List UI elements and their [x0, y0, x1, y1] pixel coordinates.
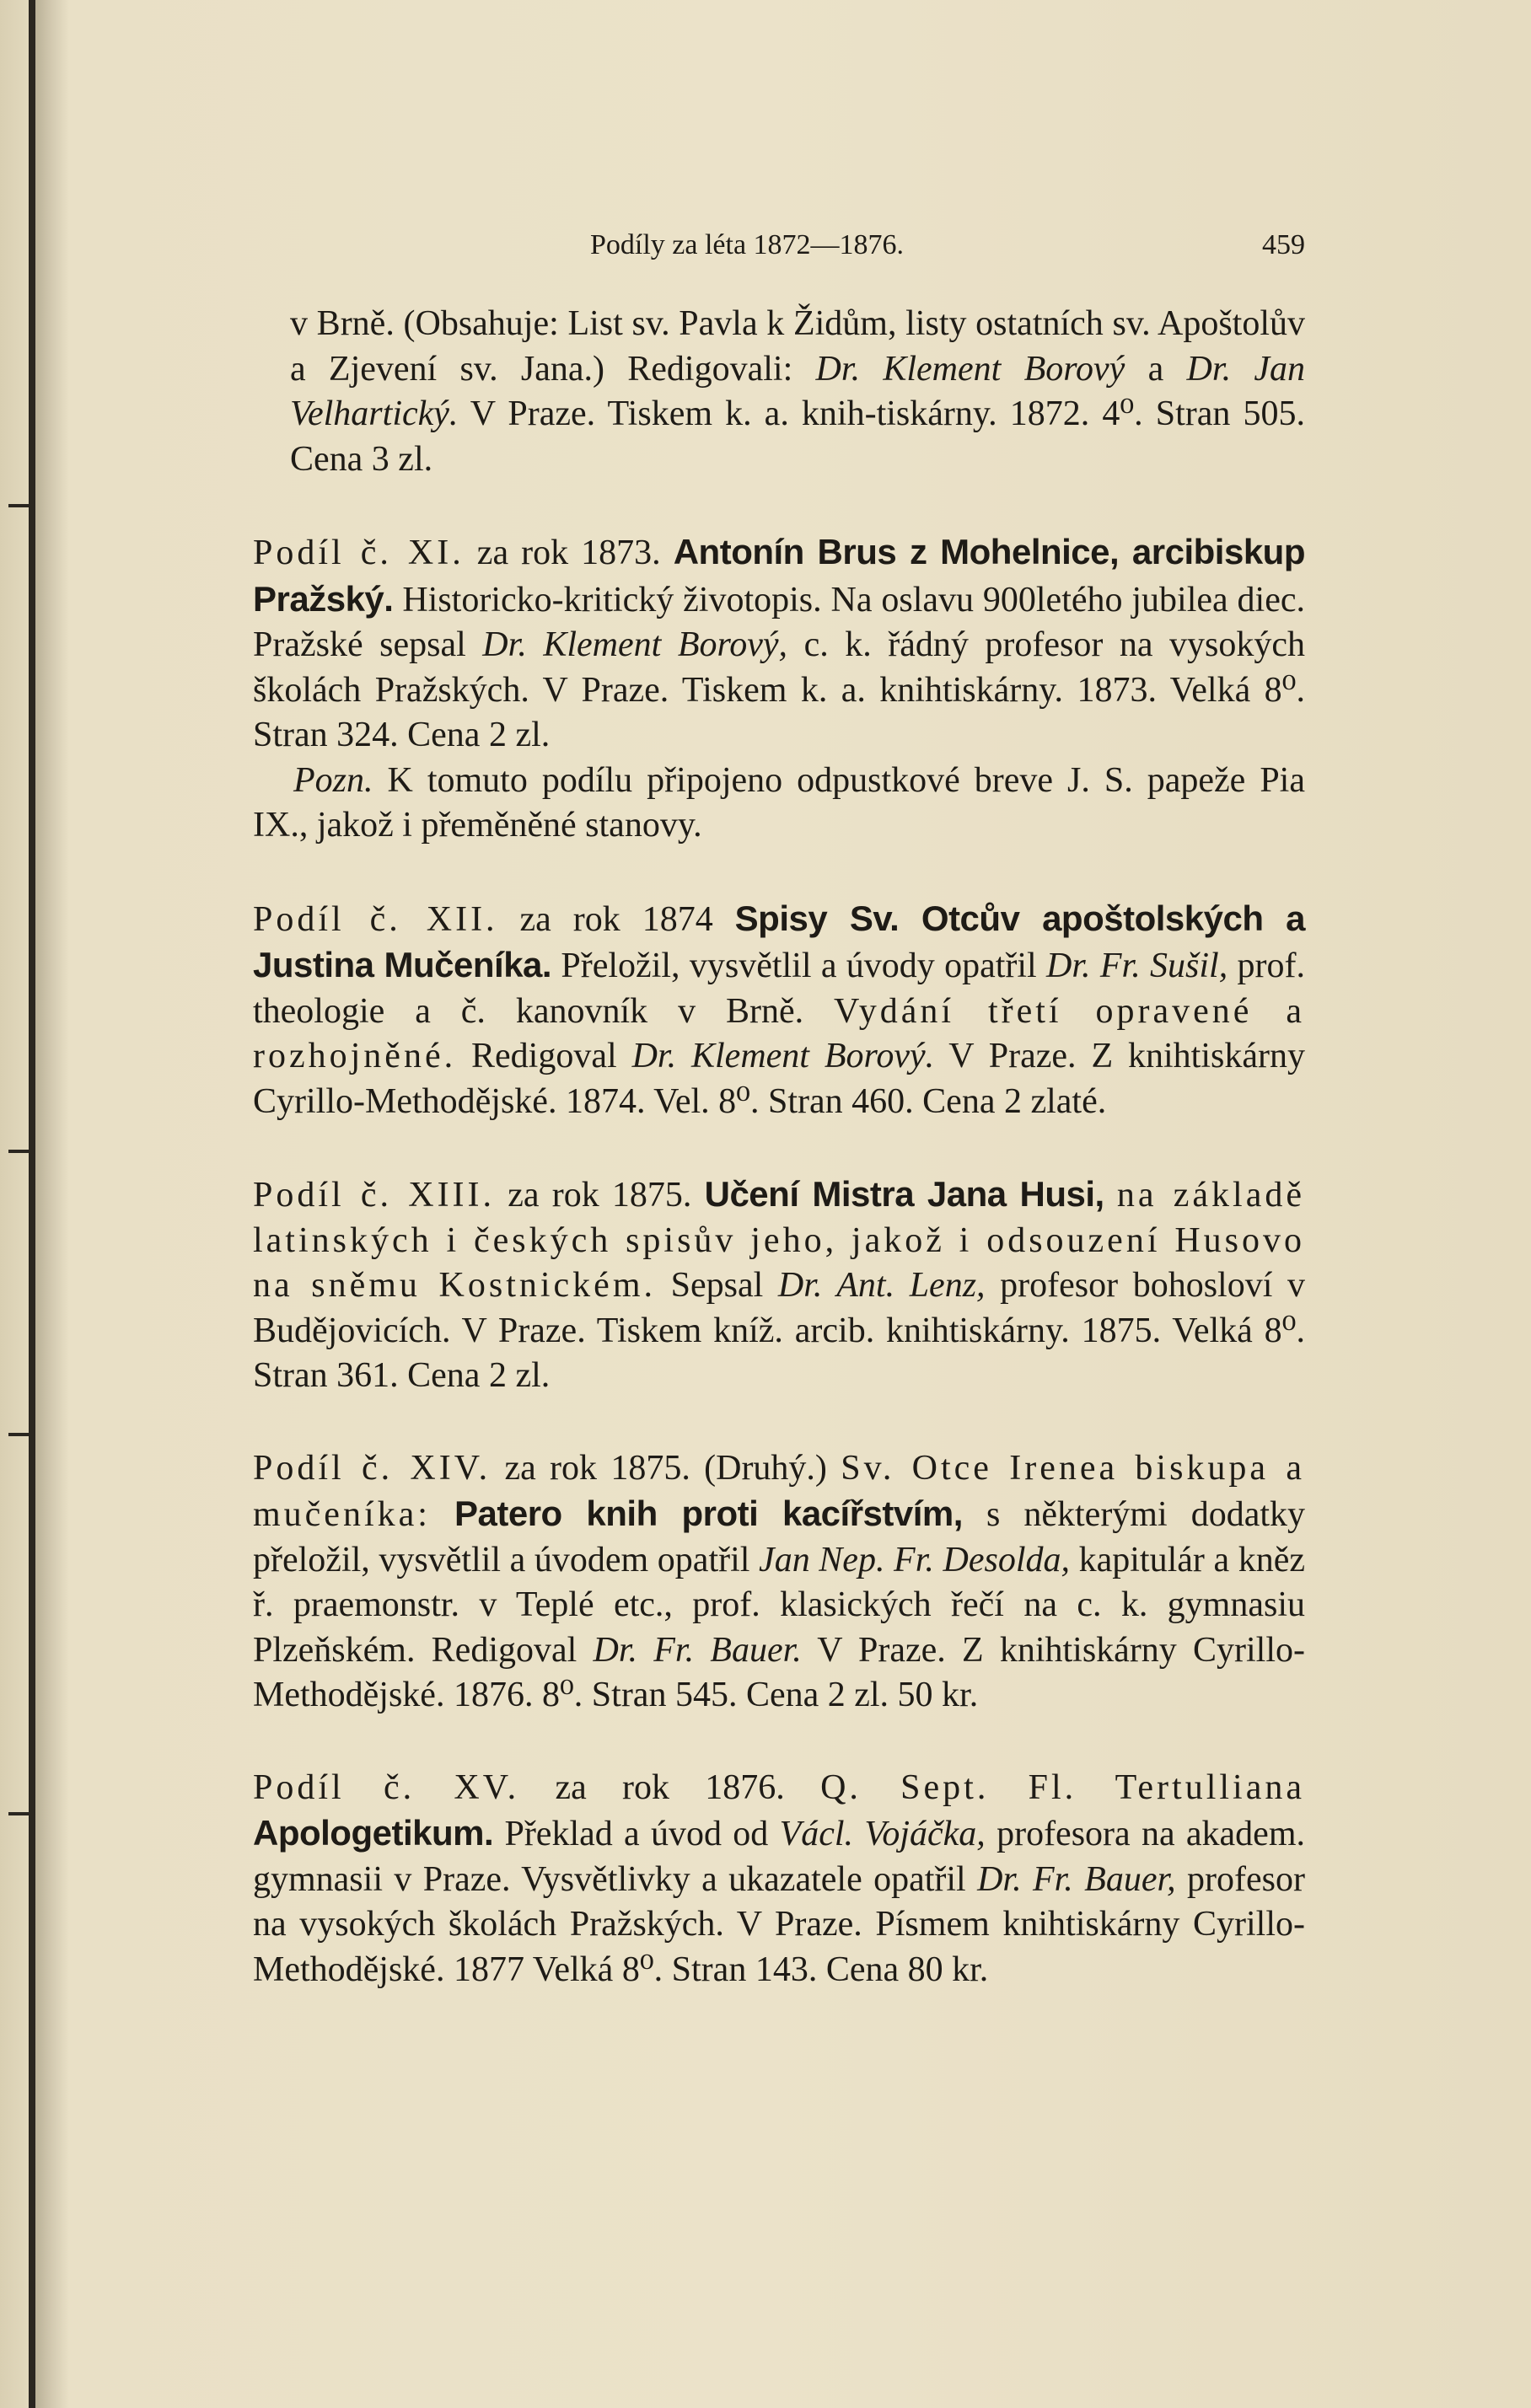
entry-year: za rok 1874 [497, 899, 735, 939]
continuation-line: V Praze. Tiskem k. a. knih-tiskárny. 1872. 4⁰. Stran 505. Cena 3 zl. [290, 394, 1305, 479]
entry-label: Podíl č. XIV. [253, 1448, 492, 1488]
entry-editor: Dr. Fr. Bauer, [977, 1859, 1176, 1899]
entry-author: Václ. Vojáčka, [779, 1815, 986, 1853]
entry-title: Antonín Brus z Mohelnice, arcibiskup Pražský. [253, 532, 1305, 619]
entry-subtitle: Q. Sept. Fl. Tertulliana [820, 1767, 1305, 1807]
continuation-line: sv. Apoštolův a Zjevení sv. Jana.) Redigovali: [290, 304, 1305, 389]
entry-body: V Praze. Z knihtiskárny Cyrillo-Methodějské. 1876. 8⁰. Stran 545. Cena 2 zl. 50 kr. [253, 1630, 1305, 1714]
entry-body [1104, 1176, 1117, 1215]
entry-body: Přeložil, vysvětlil a úvody opatřil [551, 947, 1047, 985]
entry-body: Redigoval [456, 1037, 632, 1075]
entry-author: Dr. Klement Borový, [482, 625, 788, 664]
entry-body: profesor bohosloví v Budějovicích. V Praze. Tiskem kníž. arcib. knihtiskárny. 1875. Velká 8⁰. Stran 361. Cena 2 zl. [253, 1266, 1306, 1395]
entry-title: Apologetikum. [253, 1813, 494, 1853]
page-header [590, 229, 1305, 271]
entry-body: s některými dodatky přeložil, vysvětlil a úvodem opatřil [253, 1495, 1305, 1579]
entry-edition: Vydání třetí opravené a rozhojněné. [253, 991, 1305, 1075]
page-number: 459 [1262, 229, 1305, 260]
continuation-paragraph [253, 302, 1305, 482]
entry-year: za rok 1875. (Druhý.) [491, 1448, 841, 1488]
entry-body: V Praze. Z knihtiskárny Cyrillo-Methodějské. 1874. Vel. 8⁰. Stran 460. Cena 2 zlaté. [253, 1037, 1305, 1121]
entry-label: Podíl č. XI. [253, 534, 465, 572]
entry-body: kapitulár a kněz ř. praemonstr. v Teplé etc., prof. klasických řečí na c. k. gymnasiu Plzeňském. Redigoval [253, 1540, 1305, 1670]
entry-xiii [253, 1172, 1305, 1399]
entry-body: Historicko-kritický životopis. Na oslavu 900letého jubilea diec. Pražské sepsal [253, 580, 1305, 664]
entry-xii [253, 896, 1305, 1125]
margin-mark [8, 1150, 34, 1153]
entry-title: Patero knih proti kacířstvím, [454, 1494, 963, 1533]
editor-name: Dr. Klement Borový [815, 349, 1125, 389]
entry-label: Podíl č. XII. [253, 899, 498, 939]
entry-author: Dr. Fr. Sušil, [1046, 947, 1228, 985]
continuation-line: v Brně. (Obsahuje: List sv. Pavla k Židům, listy ostatních [290, 304, 1104, 343]
continuation-text [290, 302, 1305, 482]
entry-text [253, 1766, 1305, 1993]
entry-author: Dr. Ant. Lenz, [777, 1266, 986, 1305]
entry-body: prof. theologie a č. kanovník v Brně. [253, 947, 1305, 1031]
note-text: K tomuto podílu připojeno odpustkové breve J. S. papeže Pia IX., jakož i přeměněné stanovy. [253, 760, 1305, 845]
entry-editor: Dr. Klement Borový. [631, 1037, 935, 1075]
entry-body: Překlad a úvod od [493, 1815, 780, 1853]
entry-body [431, 1495, 454, 1534]
entry-year: za rok 1875. [495, 1176, 705, 1215]
entry-text [253, 896, 1305, 1125]
entry-body: profesora na akadem. gymnasii v Praze. Vysvětlivky a ukazatele opatřil [253, 1815, 1305, 1899]
spine-shadow [35, 0, 69, 2408]
entry-body: Sepsal [656, 1266, 778, 1305]
entry-year: za rok 1876. [519, 1767, 821, 1807]
entry-xv [253, 1766, 1305, 1993]
page-spine-edge [29, 0, 35, 2408]
margin-mark [8, 504, 34, 507]
editor-name: Dr. Jan Velhartický. [290, 349, 1305, 433]
margin-mark [8, 1812, 34, 1815]
page-content [253, 302, 1305, 2040]
note-label: Pozn. [293, 760, 373, 800]
entry-text [253, 1172, 1305, 1399]
entry-xiv [253, 1446, 1305, 1719]
entry-subtitle: na základě latinských i českých spisův jeho, jakož i odsouzení Husovo na sněmu Kostnickém. [253, 1176, 1305, 1305]
entry-label: Podíl č. XIII. [253, 1176, 496, 1215]
continuation-line: a [1125, 349, 1187, 389]
entry-label: Podíl č. XV. [253, 1767, 520, 1807]
running-title: Podíly za léta 1872—1876. [590, 229, 905, 260]
entry-subtitle: Sv. Otce Irenea biskupa a mučeníka: [253, 1448, 1306, 1534]
entry-xi [253, 529, 1305, 849]
entry-text [253, 1446, 1305, 1719]
entry-author: Jan Nep. Fr. Desolda, [759, 1540, 1070, 1579]
margin-mark [8, 1433, 34, 1436]
entry-body: c. k. řádný profesor na vysokých školách Pražských. V Praze. Tiskem k. a. knihtiskárny. 1873. Velká 8⁰. Stran 324. Cena 2 zl. [253, 625, 1305, 754]
entry-text [253, 529, 1305, 759]
entry-title: Spisy Sv. Otcův apoštolských a Justina Mučeníka. [253, 898, 1305, 984]
entry-body: profesor na vysokých školách Pražských. V Praze. Písmem knihtiskárny Cyrillo-Methodějské. 1877 Velká 8⁰. Stran 143. Cena 80 kr. [253, 1859, 1305, 1989]
entry-year: za rok 1873. [464, 534, 674, 572]
entry-editor: Dr. Fr. Bauer. [593, 1630, 802, 1670]
entry-title: Učení Mistra Jana Husi, [704, 1174, 1104, 1214]
entry-note [253, 759, 1305, 849]
